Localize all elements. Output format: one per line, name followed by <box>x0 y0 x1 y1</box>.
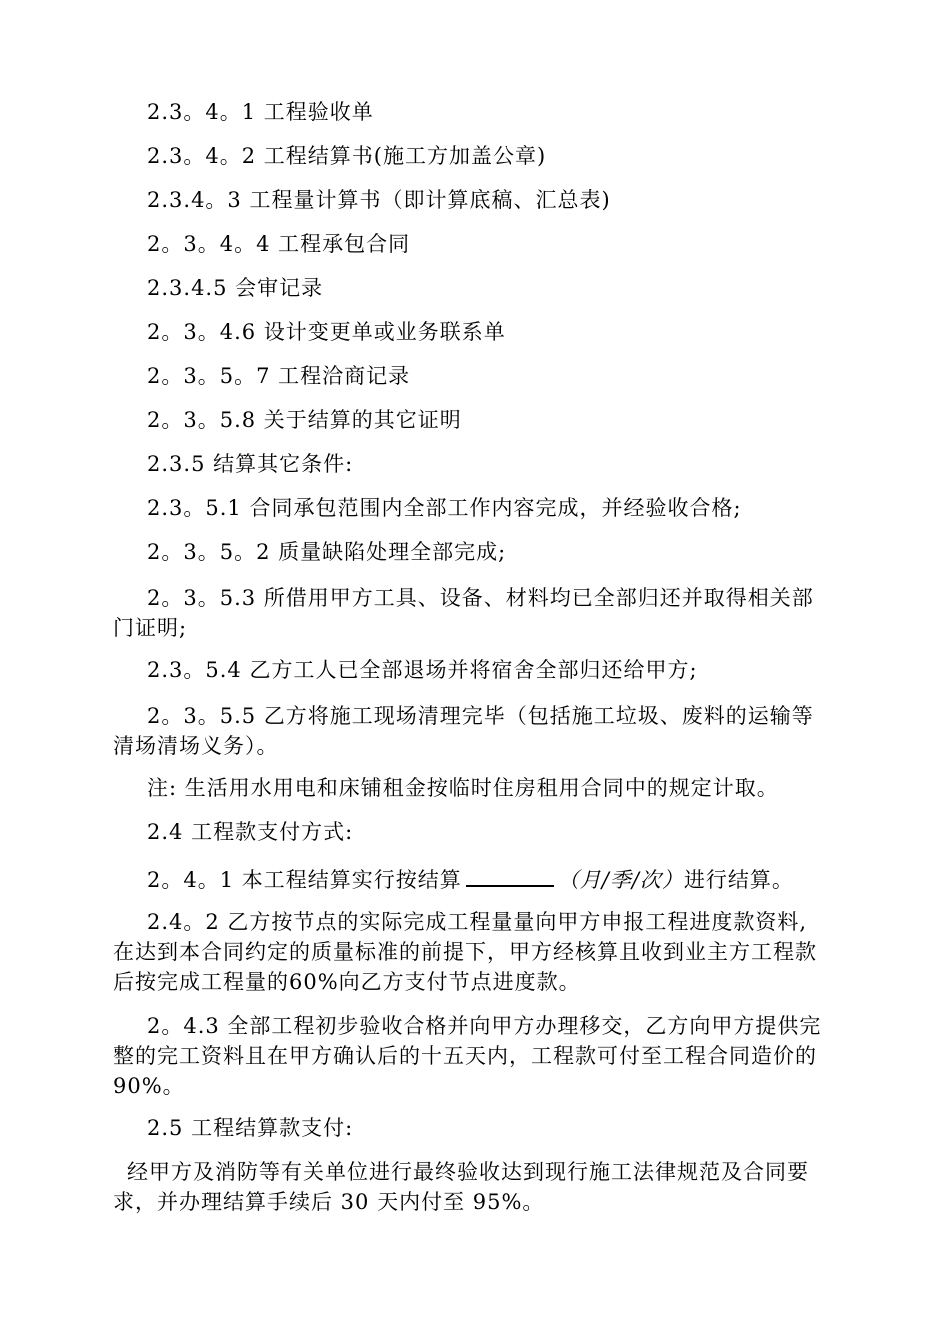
heading-2-3-5: 2.3.5 结算其它条件: <box>147 452 354 476</box>
item-2-3-5-5-line2: 清场清场义务）。 <box>113 734 279 758</box>
item-2-4-2-line3: 后按完成工程量的60%向乙方支付节点进度款。 <box>113 970 581 994</box>
item-2-4-1 <box>113 861 872 895</box>
item-2-3-4-1: 2.3。4。1 工程验收单 <box>147 100 374 124</box>
item-2-3-4-5: 2.3.4.5 会审记录 <box>147 276 324 300</box>
final-payment-line2: 求，并办理结算手续后 30 天内付至 95%。 <box>113 1190 545 1214</box>
item-2-3-5-3-line2: 门证明; <box>113 616 188 640</box>
heading-2-4: 2.4 工程款支付方式: <box>147 820 354 844</box>
item-2-3-4-6: 2。3。4.6 设计变更单或业务联系单 <box>147 320 506 344</box>
item-2-3-4-2: 2.3。4。2 工程结算书(施工方加盖公章) <box>147 144 547 168</box>
period-options: （月/季/次） <box>557 868 684 892</box>
item-2-4-3-line2: 整的完工资料且在甲方确认后的十五天内，工程款可付至工程合同造价的 <box>113 1044 817 1068</box>
item-2-4-1-tail: 进行结算。 <box>683 868 794 892</box>
item-2-4-3-line1: 2。4.3 全部工程初步验收合格并向甲方办理移交，乙方向甲方提供完 <box>147 1014 822 1038</box>
item-2-4-2-line2: 在达到本合同约定的质量标准的前提下，甲方经核算且收到业主方工程款 <box>113 940 817 964</box>
item-2-4-1-text: 2。4。1 本工程结算实行按结算 <box>147 868 462 892</box>
item-2-3-5-7: 2。3。5。7 工程洽商记录 <box>147 364 411 388</box>
settlement-period-blank <box>466 861 554 887</box>
item-2-3-5-2: 2。3。5。2 质量缺陷处理全部完成; <box>147 540 507 564</box>
item-2-4-3-line3: 90%。 <box>113 1074 185 1098</box>
item-2-3-4-4: 2。3。4。4 工程承包合同 <box>147 232 411 256</box>
heading-2-5: 2.5 工程结算款支付: <box>147 1116 354 1140</box>
item-2-3-5-8: 2。3。5.8 关于结算的其它证明 <box>147 408 462 432</box>
item-2-3-5-1: 2.3。5.1 合同承包范围内全部工作内容完成，并经验收合格; <box>147 496 742 520</box>
item-2-3-5-4: 2.3。5.4 乙方工人已全部退场并将宿舍全部归还给甲方; <box>147 658 698 682</box>
item-2-3-4-3: 2.3.4。3 工程量计算书（即计算底稿、汇总表) <box>147 188 611 212</box>
item-2-3-5-3-line1: 2。3。5.3 所借用甲方工具、设备、材料均已全部归还并取得相关部 <box>147 586 814 610</box>
item-2-3-5-5-line1: 2。3。5.5 乙方将施工现场清理完毕（包括施工垃圾、废料的运输等 <box>147 704 814 728</box>
item-2-4-2-line1: 2.4。2 乙方按节点的实际完成工程量量向甲方申报工程进度款资料, <box>147 910 808 934</box>
note-line: 注: 生活用水用电和床铺租金按临时住房租用合同中的规定计取。 <box>147 776 779 800</box>
final-payment-line1: 经甲方及消防等有关单位进行最终验收达到现行施工法律规范及合同要 <box>127 1160 809 1184</box>
